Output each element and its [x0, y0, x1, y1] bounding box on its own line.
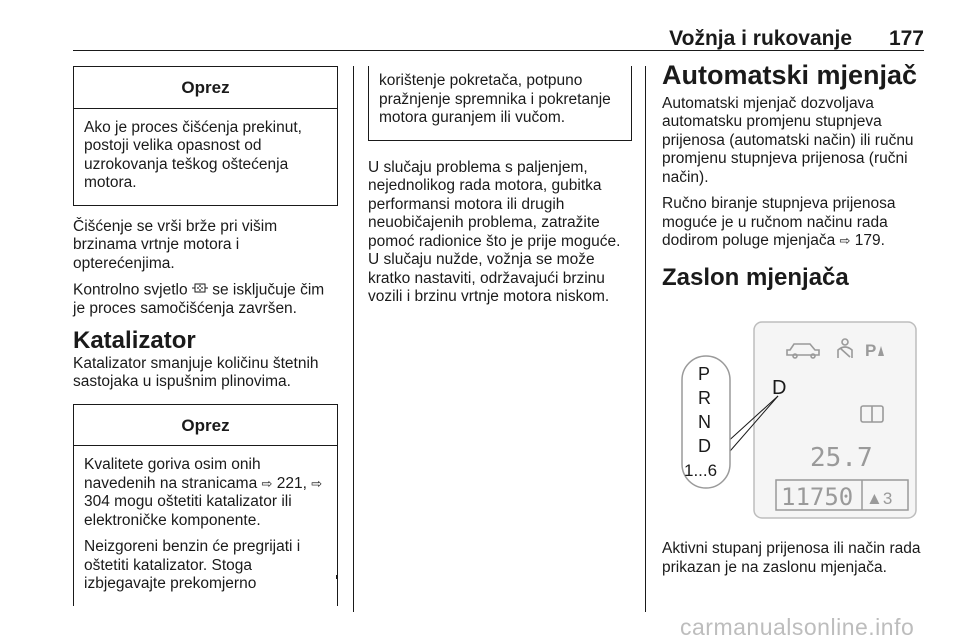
caution-title: Oprez	[74, 405, 337, 447]
page-ref-link[interactable]: 304	[84, 493, 110, 511]
gate-label: P	[698, 364, 711, 384]
display-value: 25.7	[810, 443, 873, 473]
caution-box-continued	[368, 66, 632, 141]
page-number: 177	[888, 27, 924, 50]
watermark: carmanualsonline.info	[680, 614, 915, 640]
header-rule	[73, 50, 924, 51]
column-3	[662, 60, 930, 291]
exhaust-filter-lamp-icon	[192, 281, 208, 300]
body-paragraph: Kontrolno svjetlo se isključuje čim je proces samočišćenja završen.	[73, 281, 325, 317]
section-heading: Zaslon mjenjača	[662, 263, 849, 291]
display-gear: D	[772, 377, 787, 399]
gate-label: 1...6	[684, 461, 718, 480]
gate-label: N	[698, 412, 711, 432]
page-ref-icon: ⇨	[839, 233, 851, 248]
body-paragraph: Ručno biranje stupnjeva prijenosa moguće je u ručnom načinu rada dodirom poluge mjenjača ⇨ 179.	[662, 195, 896, 249]
caution-box	[73, 66, 338, 206]
column-1	[73, 66, 338, 618]
gate-label: D	[698, 436, 711, 456]
gate-label: R	[698, 388, 711, 408]
column-divider	[353, 66, 354, 612]
body-paragraph: U slučaju problema s paljenjem, nejednolikog rada motora, gubitka performansi motora ili drugih neuobičajenih problema, zatražite pomoć radionice što je prije moguće. U slučaju nužde, vožnja se može kratko nastaviti, održavajući brzinu vozili i brzinu vrtnje motora niskom.	[368, 158, 621, 305]
page-ref-link[interactable]: 221	[276, 474, 303, 492]
running-header-title: Vožnja i rukovanje	[669, 27, 852, 50]
figure-caption-block	[662, 540, 930, 585]
body-paragraph: Čišćenje se vrši brže pri višim brzinama vrtnje motora i opterećenjima.	[73, 217, 278, 272]
body-paragraph: Katalizator smanjuje količinu štetnih sastojaka u ispušnim plinovima.	[73, 354, 319, 391]
figure-caption: Aktivni stupanj prijenosa ili način rada prikazan je na zaslonu mjenjača.	[662, 540, 921, 576]
caution-box	[73, 404, 338, 606]
caution-title: Oprez	[74, 67, 337, 109]
caution-text: Ako je proces čišćenja prekinut, postoji velika opasnost od uzrokovanja teškog oštećenja motora.	[84, 118, 302, 191]
body-paragraph: Automatski mjenjač dozvoljava automatsku promjenu stupnjeva prijenosa (automatski način) ili ručnu promjenu stupnjeva prijenosa (ručni način).	[662, 94, 914, 186]
section-heading: Automatski mjenjač	[662, 60, 918, 90]
section-heading: Katalizator	[73, 327, 196, 355]
page-ref-link[interactable]: 179	[854, 232, 881, 249]
column-divider	[645, 66, 646, 612]
upshift-indicator: ▲3	[866, 489, 893, 508]
gear-display-illustration	[680, 320, 920, 522]
parking-icon: P	[865, 341, 877, 360]
caution-text: korištenje pokretača, potpuno pražnjenje spremnika i pokretanje motora guranjem ili vučom.	[379, 72, 611, 126]
caution-text: Kvalitete goriva osim onih navedenih na stranicama ⇨ 221, ⇨ 304 mogu oštetiti katalizator ili elektroničke komponente.	[84, 456, 323, 529]
column-2	[368, 66, 632, 315]
odometer: 11750	[781, 483, 854, 511]
caution-text: Neizgoreni benzin će pregrijati i oštetiti katalizator. Stoga izbjegavajte prekomjerno	[84, 538, 301, 593]
page-ref-icon: ⇨	[261, 475, 273, 491]
page-ref-icon: ⇨	[311, 475, 323, 491]
